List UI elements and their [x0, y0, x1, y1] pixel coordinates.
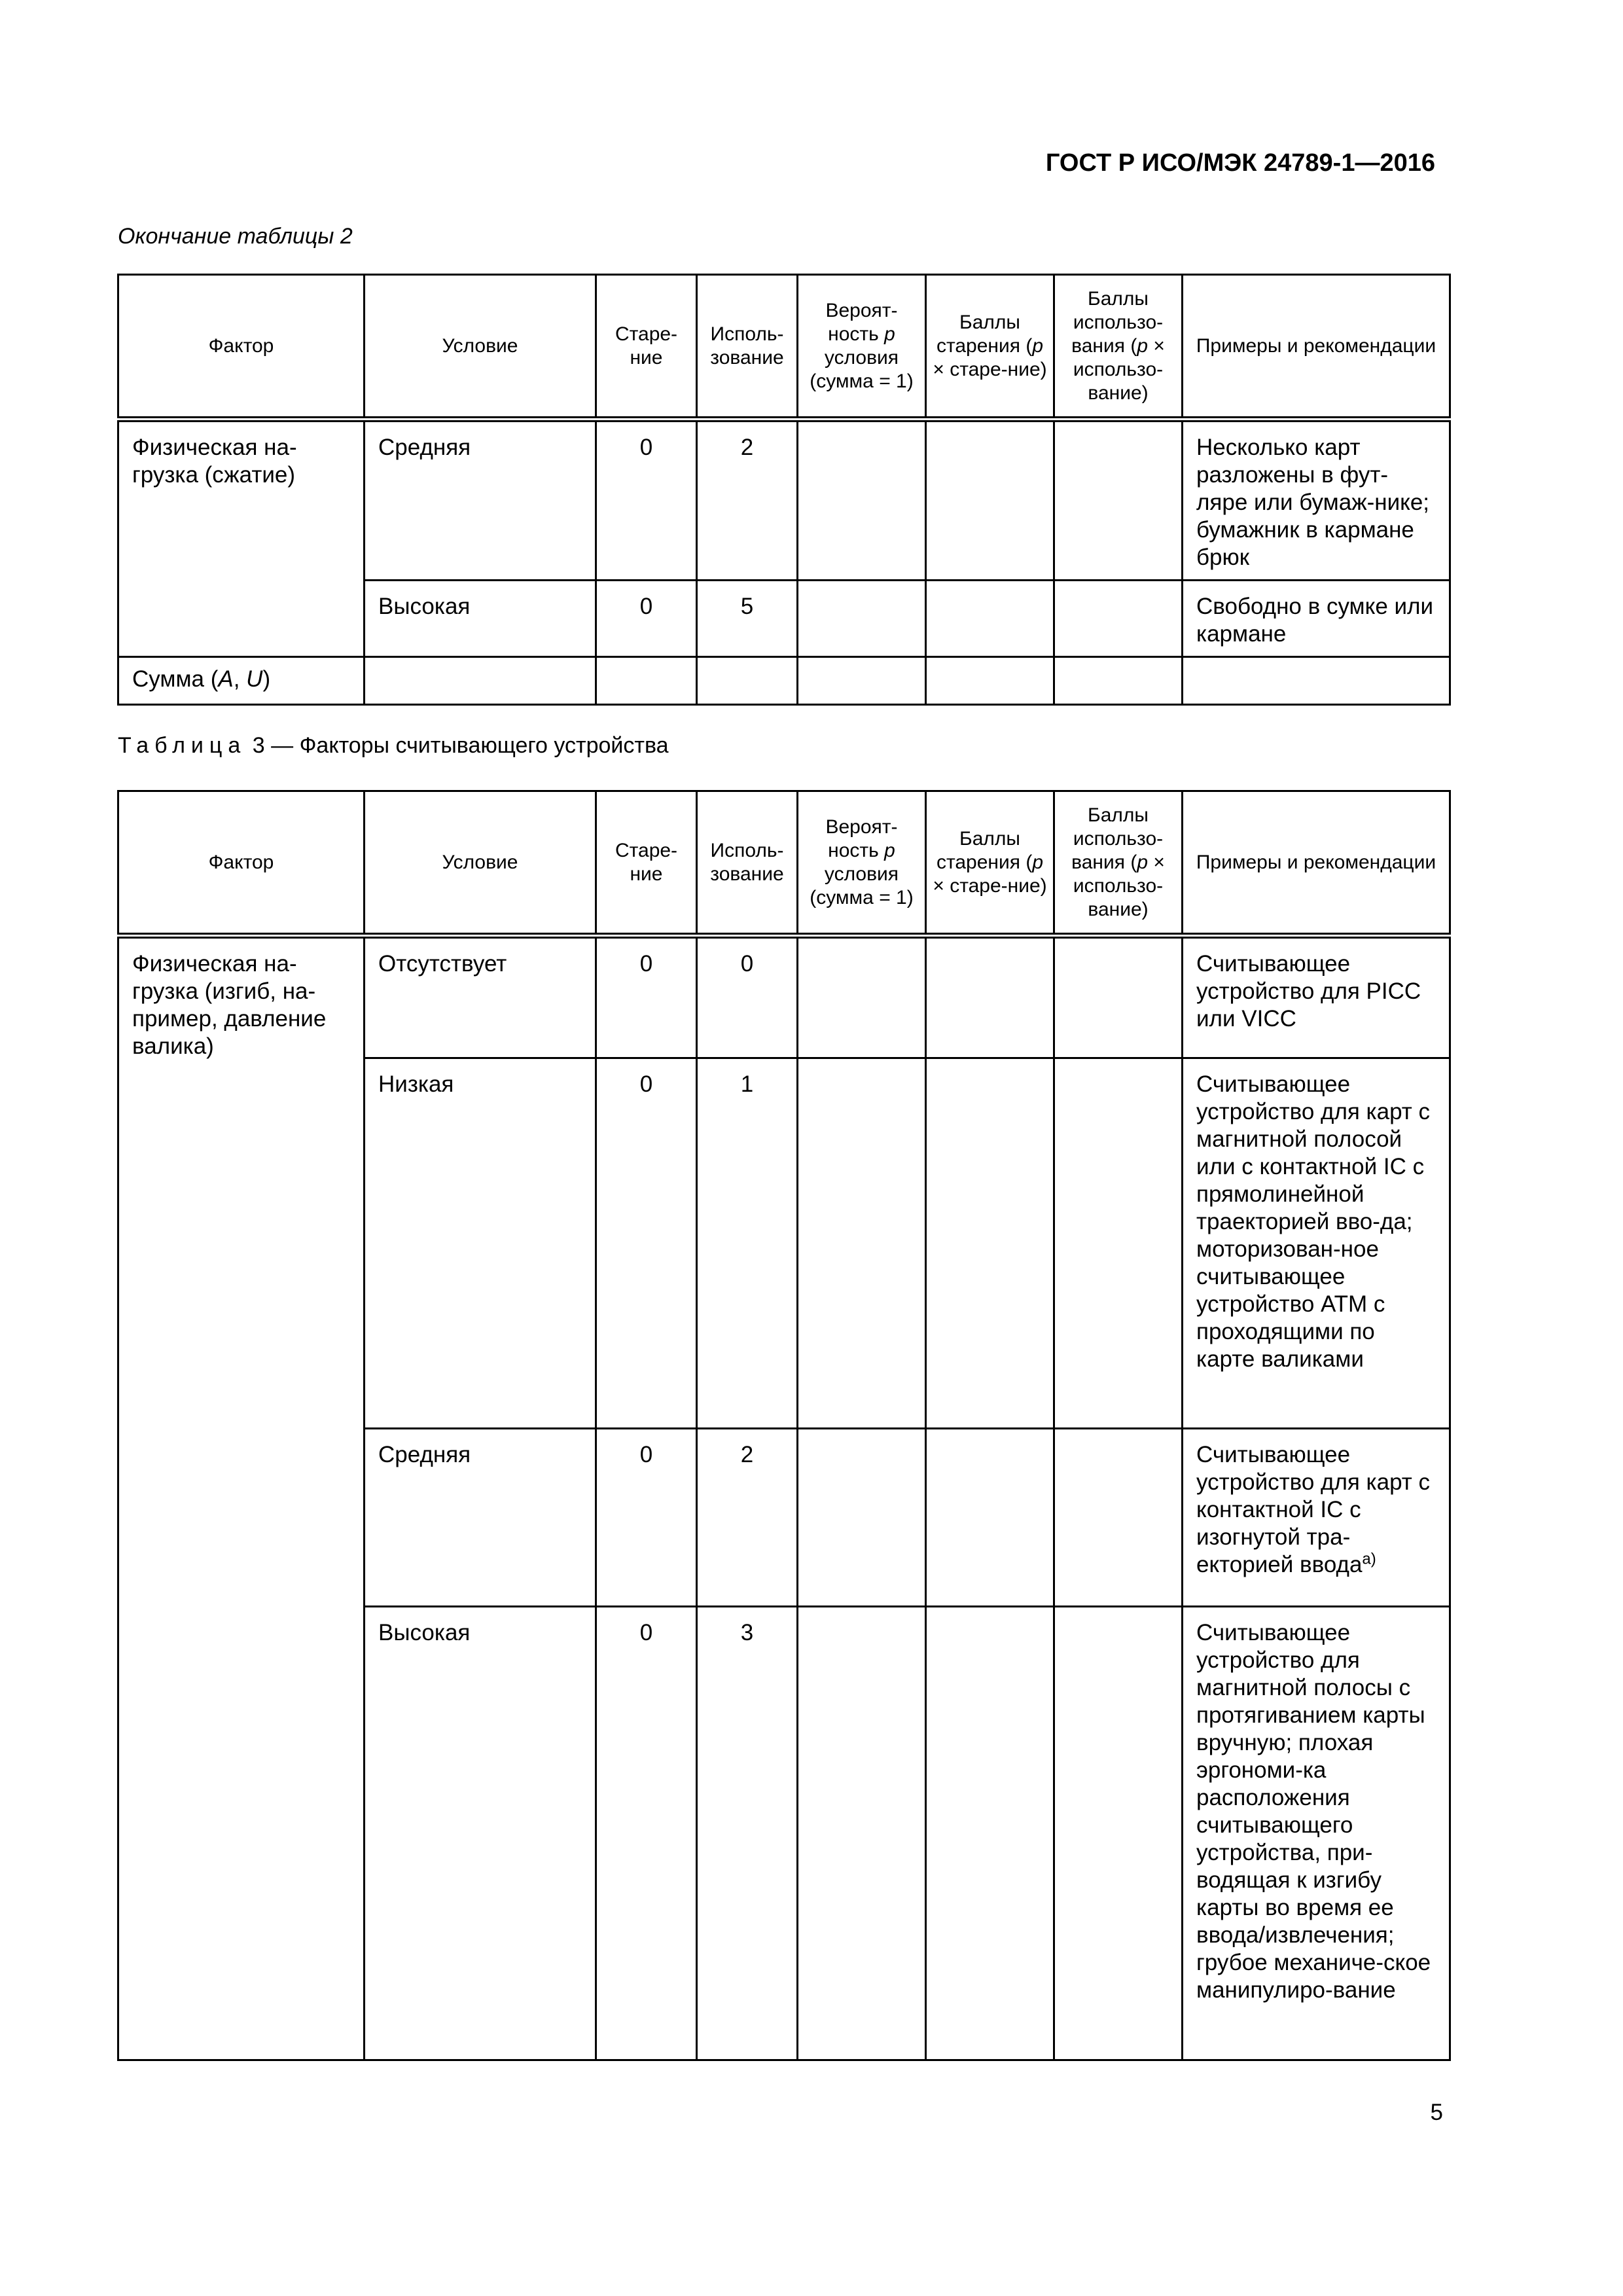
- condition-cell: Низкая: [365, 1058, 596, 1429]
- condition-cell: Средняя: [365, 420, 596, 581]
- table3-caption-label: Таблица: [118, 733, 247, 758]
- col-header-aging-score: Баллы старения (p × старе-ние): [926, 275, 1054, 420]
- probability-cell: [798, 1429, 926, 1607]
- usage-cell: 3: [697, 1607, 798, 2060]
- usage-score-cell: [1054, 936, 1183, 1058]
- sum-a-symbol: A: [218, 666, 234, 692]
- aging-score-cell: [926, 1058, 1054, 1429]
- probability-cell: [798, 1607, 926, 2060]
- col-header-aging: Старе-ние: [596, 791, 697, 936]
- aging-cell: 0: [596, 1607, 697, 2060]
- probability-cell: [798, 581, 926, 657]
- aging-cell: 0: [596, 1058, 697, 1429]
- col-header-factor: Фактор: [118, 275, 365, 420]
- example-cell: Считывающее устройство для карт с контактной IC с изогнутой тра-екторией ввода$^{а)}$: [1183, 1429, 1450, 1607]
- footnote-mark: а): [1362, 1550, 1376, 1568]
- col-header-usage: Исполь-зование: [697, 791, 798, 936]
- usage-score-cell: [1054, 1429, 1183, 1607]
- col-header-factor: Фактор: [118, 791, 365, 936]
- usage-cell: 0: [697, 936, 798, 1058]
- table-row: [118, 936, 1450, 1058]
- col-header-probability: Вероят-ность p условия (сумма = 1): [798, 275, 926, 420]
- col-header-usage-score: Баллы использо-вания (p × использо-вание): [1054, 275, 1183, 420]
- condition-cell: Отсутствует: [365, 936, 596, 1058]
- condition-cell: Высокая: [365, 1607, 596, 2060]
- col-header-condition: Условие: [365, 791, 596, 936]
- aging-cell: 0: [596, 581, 697, 657]
- table-2: [117, 274, 1451, 706]
- table-header-row: [118, 275, 1450, 420]
- table-header-row: [118, 791, 1450, 936]
- aging-score-cell: [926, 1429, 1054, 1607]
- col-header-condition: Условие: [365, 275, 596, 420]
- condition-cell: Средняя: [365, 1429, 596, 1607]
- col-header-examples: Примеры и рекомендации: [1183, 791, 1450, 936]
- table2-caption: Окончание таблицы 2: [118, 224, 353, 249]
- col-header-usage: Исполь-зование: [697, 275, 798, 420]
- col-header-examples: Примеры и рекомендации: [1183, 275, 1450, 420]
- example-cell: Считывающее устройство для карт с магнитной полосой или с контактной IC с прямолинейной траекторией вво-да; моторизован-ное считывающее устройство АТМ с проходящими по карте валиками: [1183, 1058, 1450, 1429]
- example-cell: Несколько карт разложены в фут-ляре или бумаж-нике; бумажник в кармане брюк: [1183, 420, 1450, 581]
- usage-score-cell: [1054, 1607, 1183, 2060]
- col-header-aging: Старе-ние: [596, 275, 697, 420]
- table3-caption-text: 3 — Факторы считывающего устройства: [252, 733, 669, 758]
- aging-cell: 0: [596, 1429, 697, 1607]
- probability-cell: [798, 936, 926, 1058]
- example-cell: Считывающее устройство для PICC или VICC: [1183, 936, 1450, 1058]
- table-row: [118, 420, 1450, 581]
- condition-cell: Высокая: [365, 581, 596, 657]
- col-header-probability: Вероят-ность p условия (сумма = 1): [798, 791, 926, 936]
- factor-cell: Физическая на-грузка (сжатие): [118, 420, 365, 657]
- example-cell: Считывающее устройство для магнитной полосы с протягиванием карты вручную; плохая эргономи-ка расположения считывающего устройства, при-водящая к изгибу карты во время ее ввода/извлечения; грубое механиче-ское манипулиро-вание: [1183, 1607, 1450, 2060]
- col-header-aging-score: Баллы старения (p × старе-ние): [926, 791, 1054, 936]
- usage-cell: 2: [697, 420, 798, 581]
- usage-score-cell: [1054, 420, 1183, 581]
- aging-score-cell: [926, 936, 1054, 1058]
- usage-cell: 5: [697, 581, 798, 657]
- usage-score-cell: [1054, 581, 1183, 657]
- page-number: 5: [1430, 2100, 1443, 2125]
- aging-score-cell: [926, 1607, 1054, 2060]
- sum-u-symbol: U: [246, 666, 263, 692]
- table3-caption: [118, 733, 669, 759]
- probability-cell: [798, 420, 926, 581]
- probability-cell: [798, 1058, 926, 1429]
- col-header-usage-score: Баллы использо-вания (p × использо-вание): [1054, 791, 1183, 936]
- factor-cell: Физическая на-грузка (изгиб, на-пример, давление валика): [118, 936, 365, 2060]
- aging-cell: 0: [596, 420, 697, 581]
- usage-cell: 2: [697, 1429, 798, 1607]
- aging-score-cell: [926, 581, 1054, 657]
- aging-score-cell: [926, 420, 1054, 581]
- sum-label: Сумма (A, U): [118, 657, 365, 705]
- document-header: ГОСТ Р ИСО/МЭК 24789-1—2016: [1045, 149, 1435, 177]
- sum-row: [118, 657, 1450, 705]
- aging-cell: 0: [596, 936, 697, 1058]
- table-3: [117, 790, 1451, 2061]
- usage-cell: 1: [697, 1058, 798, 1429]
- example-cell: Свободно в сумке или кармане: [1183, 581, 1450, 657]
- usage-score-cell: [1054, 1058, 1183, 1429]
